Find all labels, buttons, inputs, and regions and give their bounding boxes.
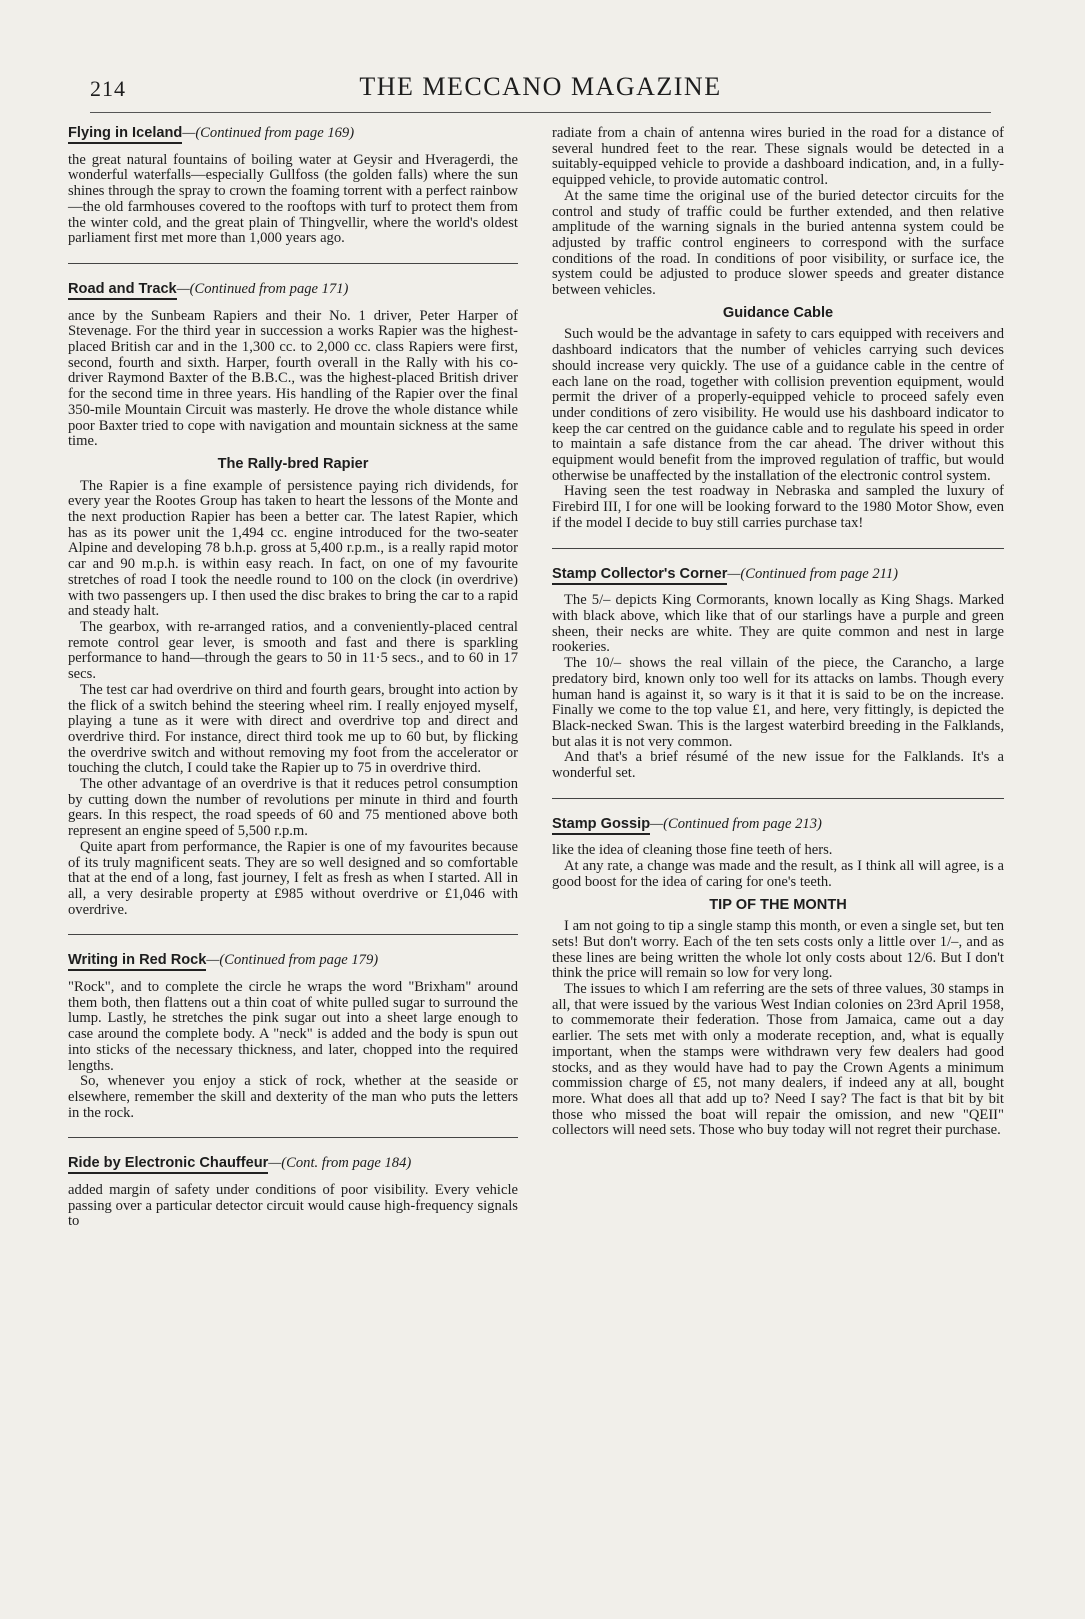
section-divider xyxy=(68,1137,518,1138)
section-title: Ride by Electronic Chauffeur xyxy=(68,1155,268,1174)
paragraph: The 5/– depicts King Cormorants, known locally as King Shags. Marked with black above, which like that of our starlings have a purple and green sheen, their necks are white. They are quite common and nest in large rookeries. xyxy=(552,592,1004,656)
paragraph: The issues to which I am referring are the sets of three values, 30 stamps in all, that were issued by the various West Indian colonies on 23rd April 1958, to commemorate their federation. Those from Jamaica, came out a day earlier. The sets met with only a moderate reception, and, what is equally important, when the stamps were withdrawn very few dealers had good stocks, and as they would have had to pay the Crown Agents a minimum commission charge of £5, not many dealers, if indeed any at all, bought more. What does all that add up to? Need I say? The fact is that bit by bit those who missed the boat will repair the omission, and new "QEII" collectors will need sets. Those who buy today will not regret their purchase. xyxy=(552,981,1004,1139)
section-title: Stamp Gossip xyxy=(552,816,650,835)
paragraph: At any rate, a change was made and the result, as I think all will agree, is a good boost for the idea of caring for one's teeth. xyxy=(552,858,1004,890)
paragraph: added margin of safety under conditions of poor visibility. Every vehicle passing over a particular detector circuit would cause high-frequency signals to xyxy=(68,1182,518,1230)
paragraph: "Rock", and to complete the circle he wraps the word "Brixham" around them both, then flattens out a thin coat of white pulled sugar to surround the lump. Lastly, he stretches the pink sugar out into a sheet large enough to case around the complete body. A "neck" is added and the body is spun out into sticks of the necessary thickness, and later, chopped into the required lengths. xyxy=(68,979,518,1074)
paragraph: Having seen the test roadway in Nebraska and sampled the luxury of Firebird III, I for one will be looking forward to the 1980 Motor Show, even if the model I decide to buy still carries purchase tax! xyxy=(552,483,1004,531)
paragraph: the great natural fountains of boiling water at Geysir and Hveragerdi, the wonderful waterfalls—especially Gullfoss (the golden falls) where the sun shines through the spray to crown the foaming torrent with a perfect rainbow—the old farmhouses covered to the rooftops with turf to protect them from the winter cold, and the great plain of Thingvellir, where the world's oldest parliament first met more than 1,000 years ago. xyxy=(68,151,518,247)
paragraph: Such would be the advantage in safety to cars equipped with receivers and dashboard indicators that the number of vehicles carrying such devices should increase very quickly. The use of a guidance cable in the centre of each lane on the road, together with collision prevention equipment, would permit the driver of a properly-equipped vehicle to proceed safely even under conditions of zero visibility. He would use his dashboard indicator to keep the car centred on the guidance cable and to regulate his speed in order to maintain a safe distance from the car ahead. The driver without this equipment would benefit from the improved regulation of traffic, but would otherwise be unaffected by the installation of the electronic control system. xyxy=(552,326,1004,484)
continued-note: —(Continued from page 213) xyxy=(650,815,822,832)
paragraph: So, whenever you enjoy a stick of rock, whether at the seaside or elsewhere, remember the skill and dexterity of the man who puts the letters in the rock. xyxy=(68,1073,518,1121)
section-heading xyxy=(68,953,518,969)
continued-note: —(Continued from page 211) xyxy=(727,565,899,582)
article-ride-by-electronic-chauffeur-cont xyxy=(552,126,1004,532)
section-divider xyxy=(68,263,518,264)
paragraph: like the idea of cleaning those fine teeth of hers. xyxy=(552,842,833,859)
paragraph: The 10/– shows the real villain of the piece, the Carancho, a large predatory bird, known only too well for its attacks on lambs. Though every human hand is against it, so wary is it that it is said to be on the increase. Finally we come to the top value £1, and here, very fittingly, is depicted the Black-necked Swan. This is the largest waterbird breeding in the Falklands, but alas it is not very common. xyxy=(552,655,1004,750)
section-divider xyxy=(552,798,1004,799)
section-divider xyxy=(552,548,1004,549)
paragraph: The Rapier is a fine example of persistence paying rich dividends, for every year the Rootes Group has taken to heart the lessons of the Monte and the next production Rapier has been a better car. The latest Rapier, which has as its power unit the 1,494 cc. engine introduced for the two-seater Alpine and developing 78 b.h.p. gross at 5,400 r.p.m., is a really rapid motor car and 90 m.p.h. is within easy reach. In fact, on one of my favourite stretches of road I took the needle round to 100 on the clock (in overdrive) with two passengers up. I then used the disc brakes to bring the car to a rapid and steady halt. xyxy=(68,477,518,620)
right-column xyxy=(552,126,1004,1139)
continued-note: —(Continued from page 179) xyxy=(206,952,379,969)
paragraph: The other advantage of an overdrive is that it reduces petrol consumption by cutting down the number of revolutions per minute in third and fourth gears. In this respect, the road speeds of 60 and 75 mentioned above both represent an engine speed of 5,500 r.p.m. xyxy=(68,776,518,840)
paragraph: At the same time the original use of the buried detector circuits for the control and study of traffic could be further extended, and then relative amplitude of the warning signals in the buried antenna system could be adjusted by traffic control engineers to correspond with the surface conditions of the road. In conditions of poor visibility, or surface ice, the system could be adjusted to produce slower speeds and greater distance between vehicles. xyxy=(552,187,1004,299)
section-title: Stamp Collector's Corner xyxy=(552,566,727,585)
continued-note: —(Continued from page 169) xyxy=(182,125,355,141)
section-heading xyxy=(552,567,1004,583)
paragraph: The gearbox, with re-arranged ratios, and a conveniently-placed central remote control gear lever, is smooth and fast and there is sparkling performance to hand—through the gears to 50 in 11·5 secs., and to 60 in 17 secs. xyxy=(68,618,518,683)
article-stamp-gossip xyxy=(552,817,1004,1139)
paragraph: ance by the Sunbeam Rapiers and their No. 1 driver, Peter Harper of Stevenage. For the third year in succession a works Rapier was the highest-placed British car and in the 1,300 cc. to 2,000 cc. class Rapiers were first, second, fourth and sixth. Harper, fourth overall in the Rally with his co-driver Raymond Baxter of the B.B.C., was the highest-placed British driver for the second time in three years. His handling of the Rapier over the final 350-mile Mountain Circuit was masterly. He drove the whole distance while poor Baxter tried to cope with navigation and mountain sickness at the same time. xyxy=(68,307,518,450)
section-title: Flying in Iceland xyxy=(68,125,182,144)
continued-note: —(Continued from page 171) xyxy=(176,280,349,297)
paragraph: radiate from a chain of antenna wires buried in the road for a distance of several hundred feet to the rear. These signals would be detected in a suitably-equipped vehicle to provide a dashboard indication, and, in a fully-equipped vehicle, to provide automatic control. xyxy=(552,125,1004,189)
article-ride-by-electronic-chauffeur xyxy=(68,1156,518,1230)
section-title: Road and Track xyxy=(68,281,177,300)
section-heading xyxy=(68,282,518,298)
paragraph: I am not going to tip a single stamp this month, or even a single set, but ten sets! But don't worry. Each of the ten sets costs only a little over 1/–, and as these lines are being written the whole lot only costs about 12/6. But I don't think the price will remain so low for very long. xyxy=(552,918,1004,982)
section-heading xyxy=(552,817,1004,833)
article-road-and-track xyxy=(68,282,518,918)
article-flying-in-iceland xyxy=(68,126,518,247)
subheading: Guidance Cable xyxy=(722,304,834,321)
page-header xyxy=(90,72,991,113)
section-heading xyxy=(68,1156,518,1172)
paragraph: And that's a brief résumé of the new issue for the Falklands. It's a wonderful set. xyxy=(552,749,1004,782)
paragraph: The test car had overdrive on third and fourth gears, brought into action by the flick of a switch behind the steering wheel rim. I really enjoyed myself, playing a tune as it were with direct and overdrive top and direct and overdrive third. For instance, direct third took me up to 60 but, by flicking the overdrive switch and without removing my foot from the accelerator or touching the clutch, I could take the Rapier up to 75 in overdrive third. xyxy=(68,681,518,777)
magazine-title: THE MECCANO MAGAZINE xyxy=(359,72,722,101)
section-title: Writing in Red Rock xyxy=(68,952,206,971)
article-stamp-collectors-corner xyxy=(552,567,1004,782)
subheading: TIP OF THE MONTH xyxy=(709,896,847,913)
subheading: The Rally-bred Rapier xyxy=(217,455,369,472)
continued-note: —(Cont. from page 184) xyxy=(268,1155,412,1172)
section-divider xyxy=(68,934,518,935)
article-writing-in-red-rock xyxy=(68,953,518,1121)
page-number: 214 xyxy=(90,76,126,101)
left-column xyxy=(68,126,518,1230)
paragraph: Quite apart from performance, the Rapier is one of my favourites because of its truly magnificent seats. They are so well designed and so comfortable that at the end of a long, fast journey, I felt as fresh as when I started. All in all, a very desirable property at £985 without overdrive or £1,046 with overdrive. xyxy=(68,838,518,918)
section-heading xyxy=(68,126,518,142)
